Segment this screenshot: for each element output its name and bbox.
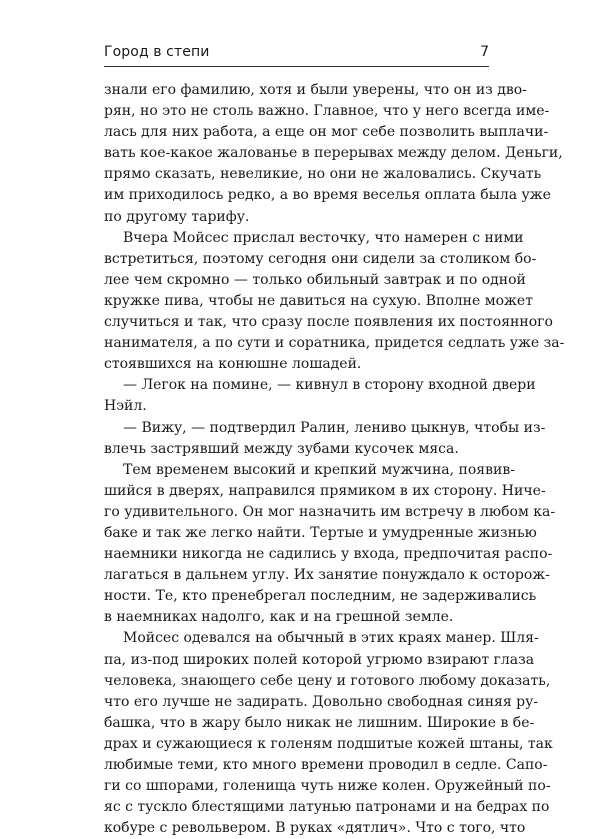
text-line: им приходилось редко, а во время веселья оплата была уже [104, 187, 551, 204]
running-head [104, 44, 489, 64]
text-line: нанимателя, а по сути и соратника, придется седлать уже за- [104, 335, 565, 352]
text-line: в наемниках надолго, как и на грешной земле. [104, 609, 454, 626]
text-line: наемники никогда не садились у входа, предпочитая распо- [104, 546, 553, 563]
text-line: ности. Те, кто пренебрегал последним, не задерживались [104, 588, 537, 605]
text-line: что его лучше не задирать. Довольно свободная синяя ру- [104, 693, 539, 710]
text-line: встретиться, поэтому сегодня они сидели за столиком бо- [104, 250, 537, 267]
body-text [104, 80, 565, 839]
text-line: яс с тускло блестящими латунью патронами и на бедрах по [104, 799, 550, 816]
text-line: башка, что в жару было никак не лишним. Широкие в бе- [104, 714, 535, 731]
text-line: ги со шпорами, голенища чуть ниже колен. Оружейный по- [104, 778, 551, 795]
text-line: прямо сказать, невеликие, но они не жаловались. Скучать [104, 166, 542, 183]
text-line: вать кое-какое жалованье в перерывах между делом. Деньги, [104, 145, 563, 162]
text-line: влечь застрявший между зубами кусочек мяса. [104, 440, 459, 457]
text-line: Вчера Мойсес прислал весточку, что намерен с ними [123, 229, 524, 246]
text-line: человека, знающего себе цену и готового любому доказать, [104, 672, 551, 689]
text-line: Нэйл. [104, 398, 147, 415]
text-line: лее чем скромно — только обильный завтрак и по одной [104, 271, 526, 288]
text-line: по другому тарифу. [104, 208, 250, 225]
text-line: случиться и так, что сразу после появления их постоянного [104, 314, 553, 331]
text-line: стоявшихся на конюшне лошадей. [104, 356, 362, 373]
text-line: па, из-под широких полей которой угрюмо взирают глаза [104, 651, 535, 668]
text-line: рян, но это не столь важно. Главное, что у него всегда име- [104, 103, 550, 120]
text-line: — Легок на помине, — кивнул в сторону входной двери [123, 377, 536, 394]
text-line: лагаться в дальнем углу. Их занятие понуждало к осторож- [104, 567, 550, 584]
text-line: баке и так же легко найти. Тертые и умудренные жизнью [104, 524, 537, 541]
page-number: 7 [480, 44, 489, 60]
text-line: драх и сужающиеся к голеням подшитые кожей штаны, так [104, 735, 553, 752]
header-rule [104, 66, 489, 67]
text-line: кобуре с револьвером. В руках «дятлич». Что с того, что [104, 820, 526, 837]
text-line: го удивительного. Он мог назначить им встречу в любом ка- [104, 503, 556, 520]
text-line: лась для них работа, а еще он мог себе позволить выплачи- [104, 124, 549, 141]
text-line: любимые теми, кто много времени проводил в седле. Сапо- [104, 757, 548, 773]
running-title: Город в степи [104, 44, 210, 60]
text-line: шийся в дверях, направился прямиком в их сторону. Ниче- [104, 482, 546, 499]
text-line: — Вижу, — подтвердил Ралин, лениво цыкнув, чтобы из- [123, 419, 546, 436]
text-line: кружке пива, чтобы не давиться на сухую. Вполне может [104, 292, 533, 309]
text-line: Мойсес одевался на обычный в этих краях манер. Шля- [123, 630, 539, 647]
text-line: Тем временем высокий и крепкий мужчина, появив- [123, 461, 515, 478]
text-line: знали его фамилию, хотя и были уверены, что он из дво- [104, 82, 527, 98]
